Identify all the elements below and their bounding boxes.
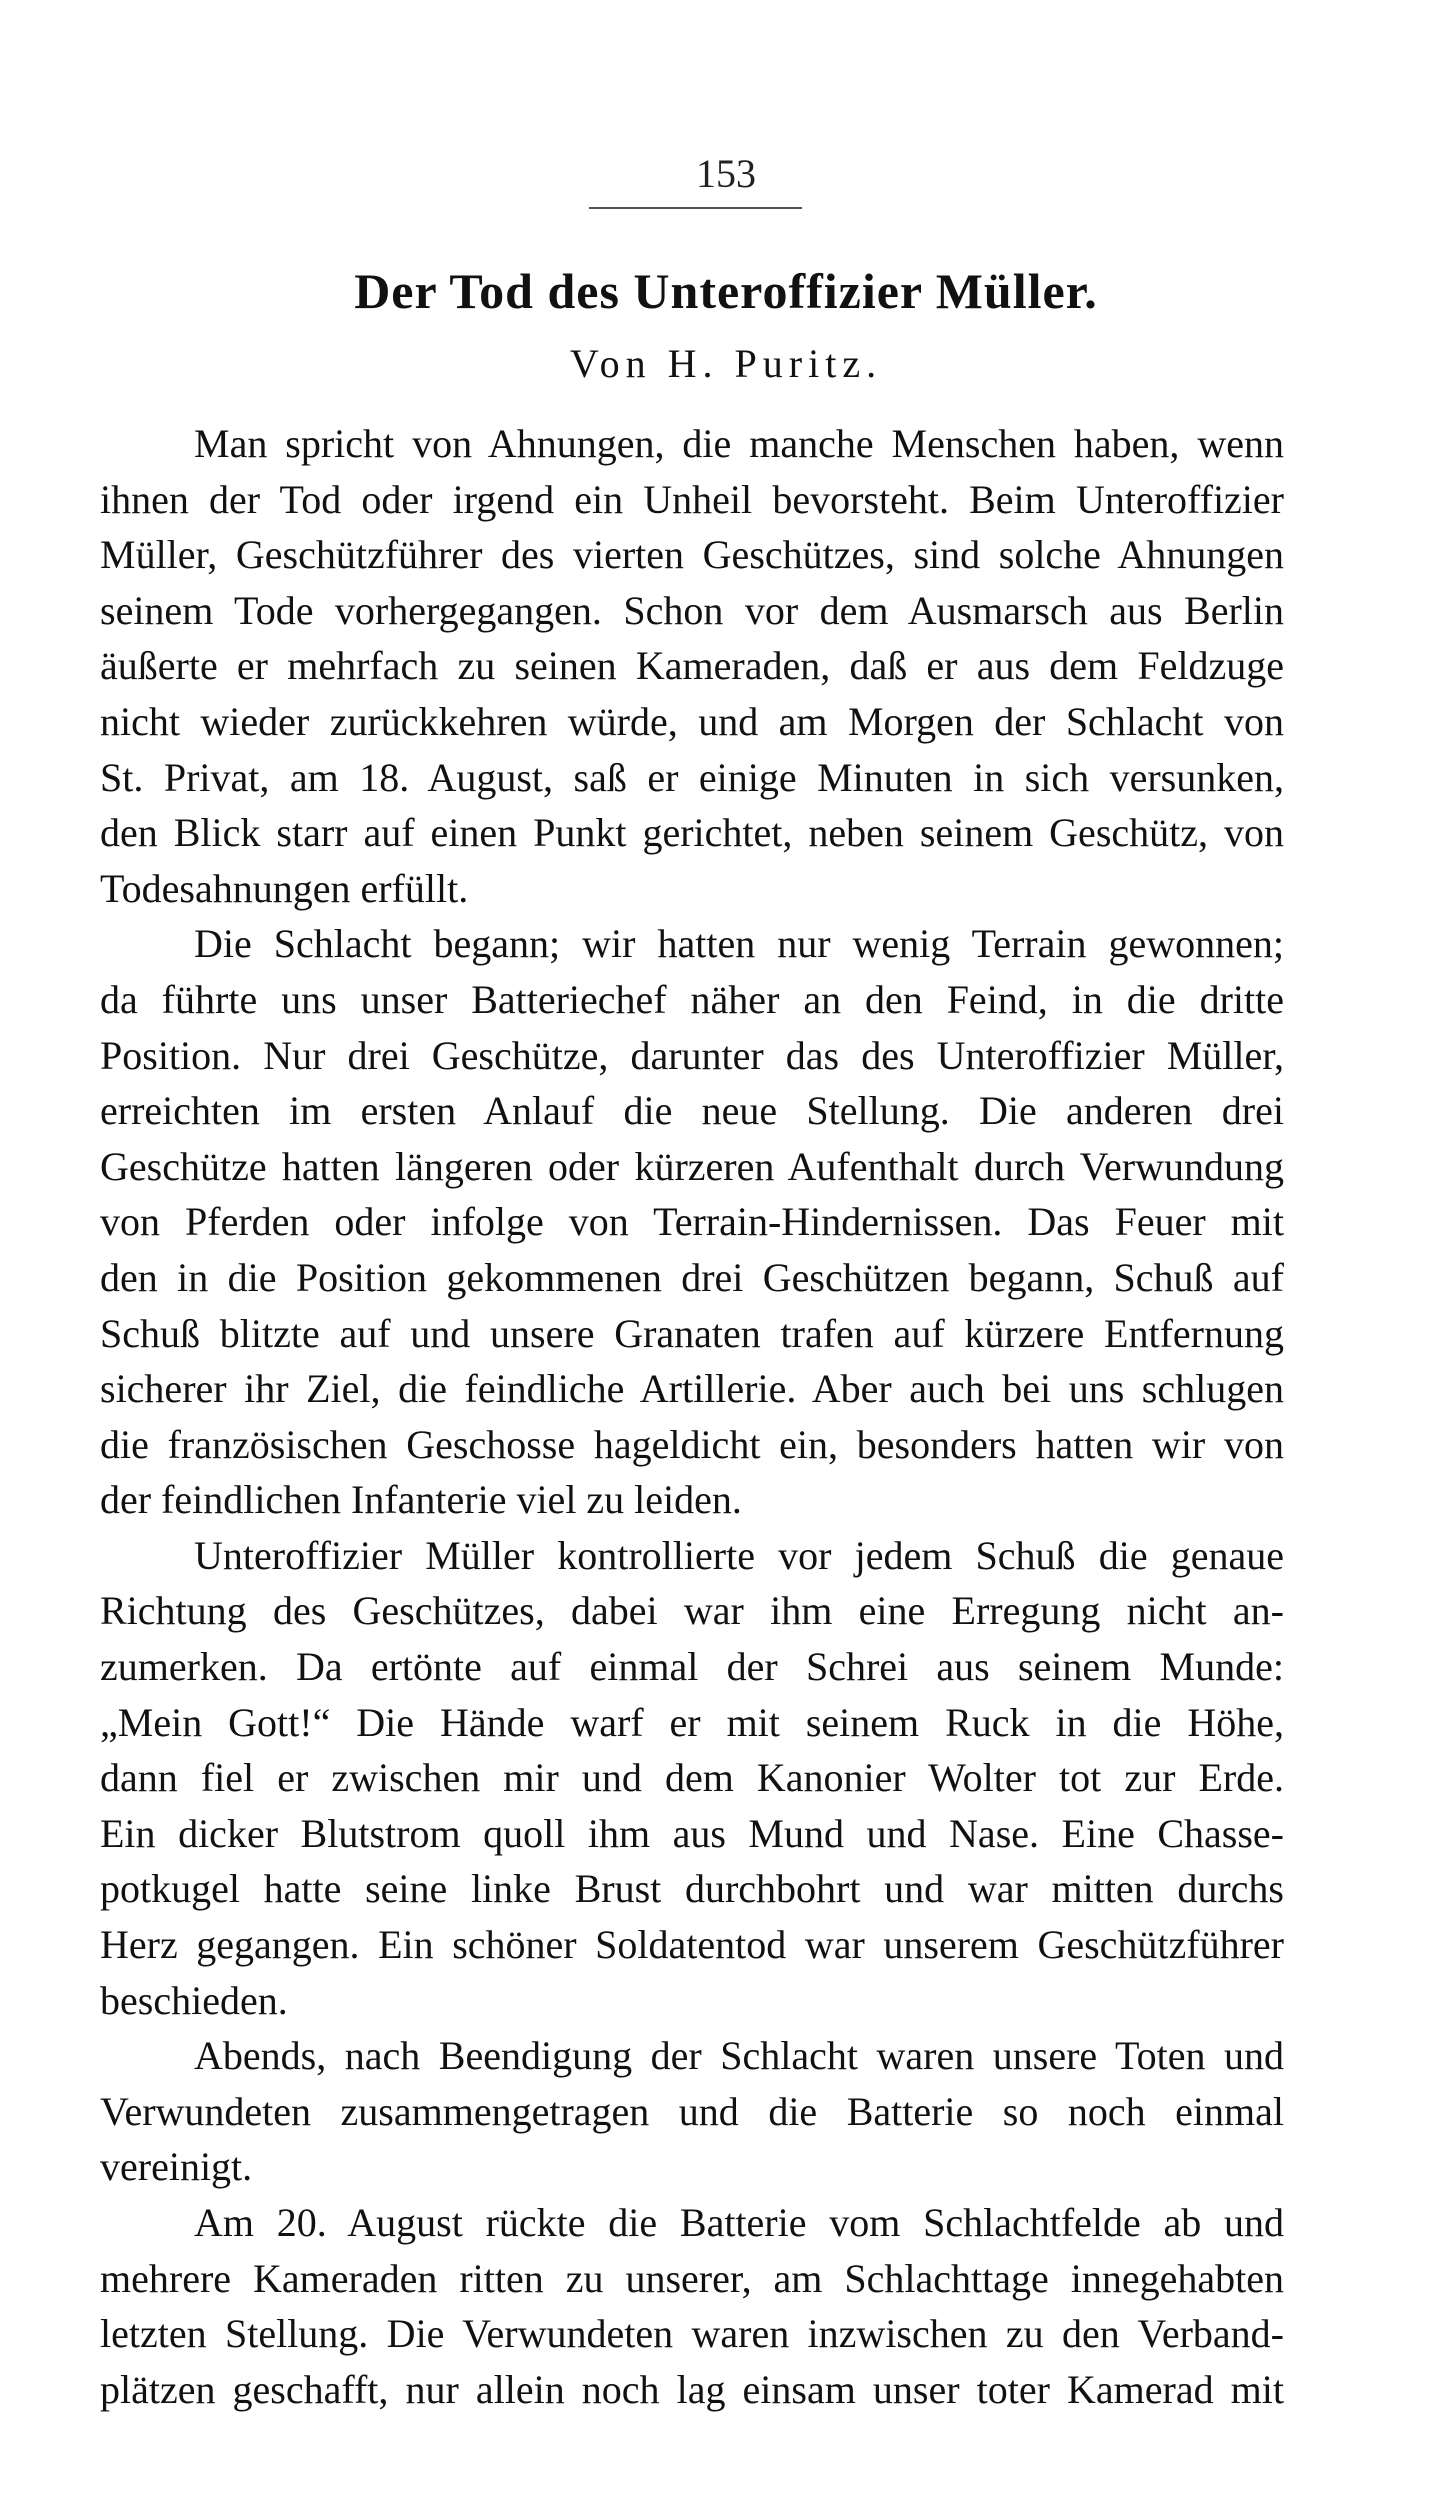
- text-line: letzten Stellung. Die Verwundeten waren inzwischen zu den Verband-: [100, 2311, 1284, 2357]
- text-line: Unteroffizier Müller kontrollierte vor jedem Schuß die genaue: [194, 1532, 1284, 1578]
- text-line: ihnen der Tod oder irgend ein Unheil bevorsteht. Beim Unteroffizier: [100, 476, 1284, 522]
- text-line: mehrere Kameraden ritten zu unserer, am Schlachttage innegehabten: [100, 2255, 1284, 2301]
- text-line: Herz gegangen. Ein schöner Soldatentod war unserem Geschützführer: [100, 1922, 1284, 1968]
- text-line: der feindlichen Infanterie viel zu leiden.: [100, 1477, 742, 1523]
- text-line: dann fiel er zwischen mir und dem Kanonier Wolter tot zur Erde.: [100, 1755, 1284, 1801]
- text-line: den in die Position gekommenen drei Geschützen begann, Schuß auf: [100, 1254, 1284, 1300]
- text-line: „Mein Gott!“ Die Hände warf er mit seinem Ruck in die Höhe,: [100, 1699, 1284, 1745]
- text-line: Richtung des Geschützes, dabei war ihm eine Erregung nicht an-: [100, 1588, 1284, 1634]
- text-line: potkugel hatte seine linke Brust durchbohrt und war mitten durchs: [100, 1866, 1284, 1912]
- text-line: äußerte er mehrfach zu seinen Kameraden, daß er aus dem Feldzuge: [100, 643, 1284, 689]
- text-line: Man spricht von Ahnungen, die manche Menschen haben, wenn: [194, 421, 1284, 466]
- text-line: die französischen Geschosse hageldicht ein, besonders hatten wir von: [100, 1421, 1284, 1467]
- body-text: [100, 416, 1284, 2417]
- text-line: Abends, nach Beendigung der Schlacht waren unsere Toten und: [194, 2033, 1284, 2079]
- author-byline: Von H. Puritz.: [569, 341, 883, 386]
- header-rule: [589, 207, 802, 209]
- text-line: sicherer ihr Ziel, die feindliche Artillerie. Aber auch bei uns schlugen: [100, 1366, 1284, 1412]
- text-line: Todesahnungen erfüllt.: [100, 865, 469, 911]
- text-line: zumerken. Da ertönte auf einmal der Schrei aus seinem Munde:: [100, 1644, 1284, 1690]
- text-line: beschieden.: [100, 1977, 288, 2023]
- text-line: von Pferden oder infolge von Terrain-Hindernissen. Das Feuer mit: [100, 1199, 1284, 1245]
- text-line: Schuß blitzte auf und unsere Granaten trafen auf kürzere Entfernung: [100, 1310, 1284, 1356]
- text-line: erreichten im ersten Anlauf die neue Stellung. Die anderen drei: [100, 1088, 1284, 1134]
- text-line: Ein dicker Blutstrom quoll ihm aus Mund und Nase. Eine Chasse-: [100, 1810, 1284, 1856]
- text-line: da führte uns unser Batteriechef näher an den Feind, in die dritte: [100, 976, 1284, 1022]
- text-line: Position. Nur drei Geschütze, darunter das des Unteroffizier Müller,: [100, 1032, 1284, 1078]
- text-line: den Blick starr auf einen Punkt gerichtet, neben seinem Geschütz, von: [100, 810, 1284, 856]
- text-line: nicht wieder zurückkehren würde, und am Morgen der Schlacht von: [100, 698, 1284, 744]
- text-line: Geschütze hatten längeren oder kürzeren Aufenthalt durch Verwundung: [100, 1143, 1284, 1189]
- text-line: Die Schlacht begann; wir hatten nur wenig Terrain gewonnen;: [194, 921, 1284, 967]
- text-line: plätzen geschafft, nur allein noch lag einsam unser toter Kamerad mit: [100, 2366, 1284, 2412]
- text-line: St. Privat, am 18. August, saß er einige Minuten in sich versunken,: [100, 754, 1284, 800]
- text-line: seinem Tode vorhergegangen. Schon vor dem Ausmarsch aus Berlin: [100, 587, 1284, 633]
- text-line: Müller, Geschützführer des vierten Geschützes, sind solche Ahnungen: [100, 532, 1284, 578]
- text-line: vereinigt.: [100, 2144, 253, 2190]
- text-line: Am 20. August rückte die Batterie vom Schlachtfelde ab und: [194, 2200, 1284, 2245]
- text-line: Verwundeten zusammengetragen und die Batterie so noch einmal: [100, 2088, 1284, 2134]
- page-number: 153: [696, 151, 756, 196]
- chapter-title: Der Tod des Unteroffizier Müller.: [354, 263, 1098, 319]
